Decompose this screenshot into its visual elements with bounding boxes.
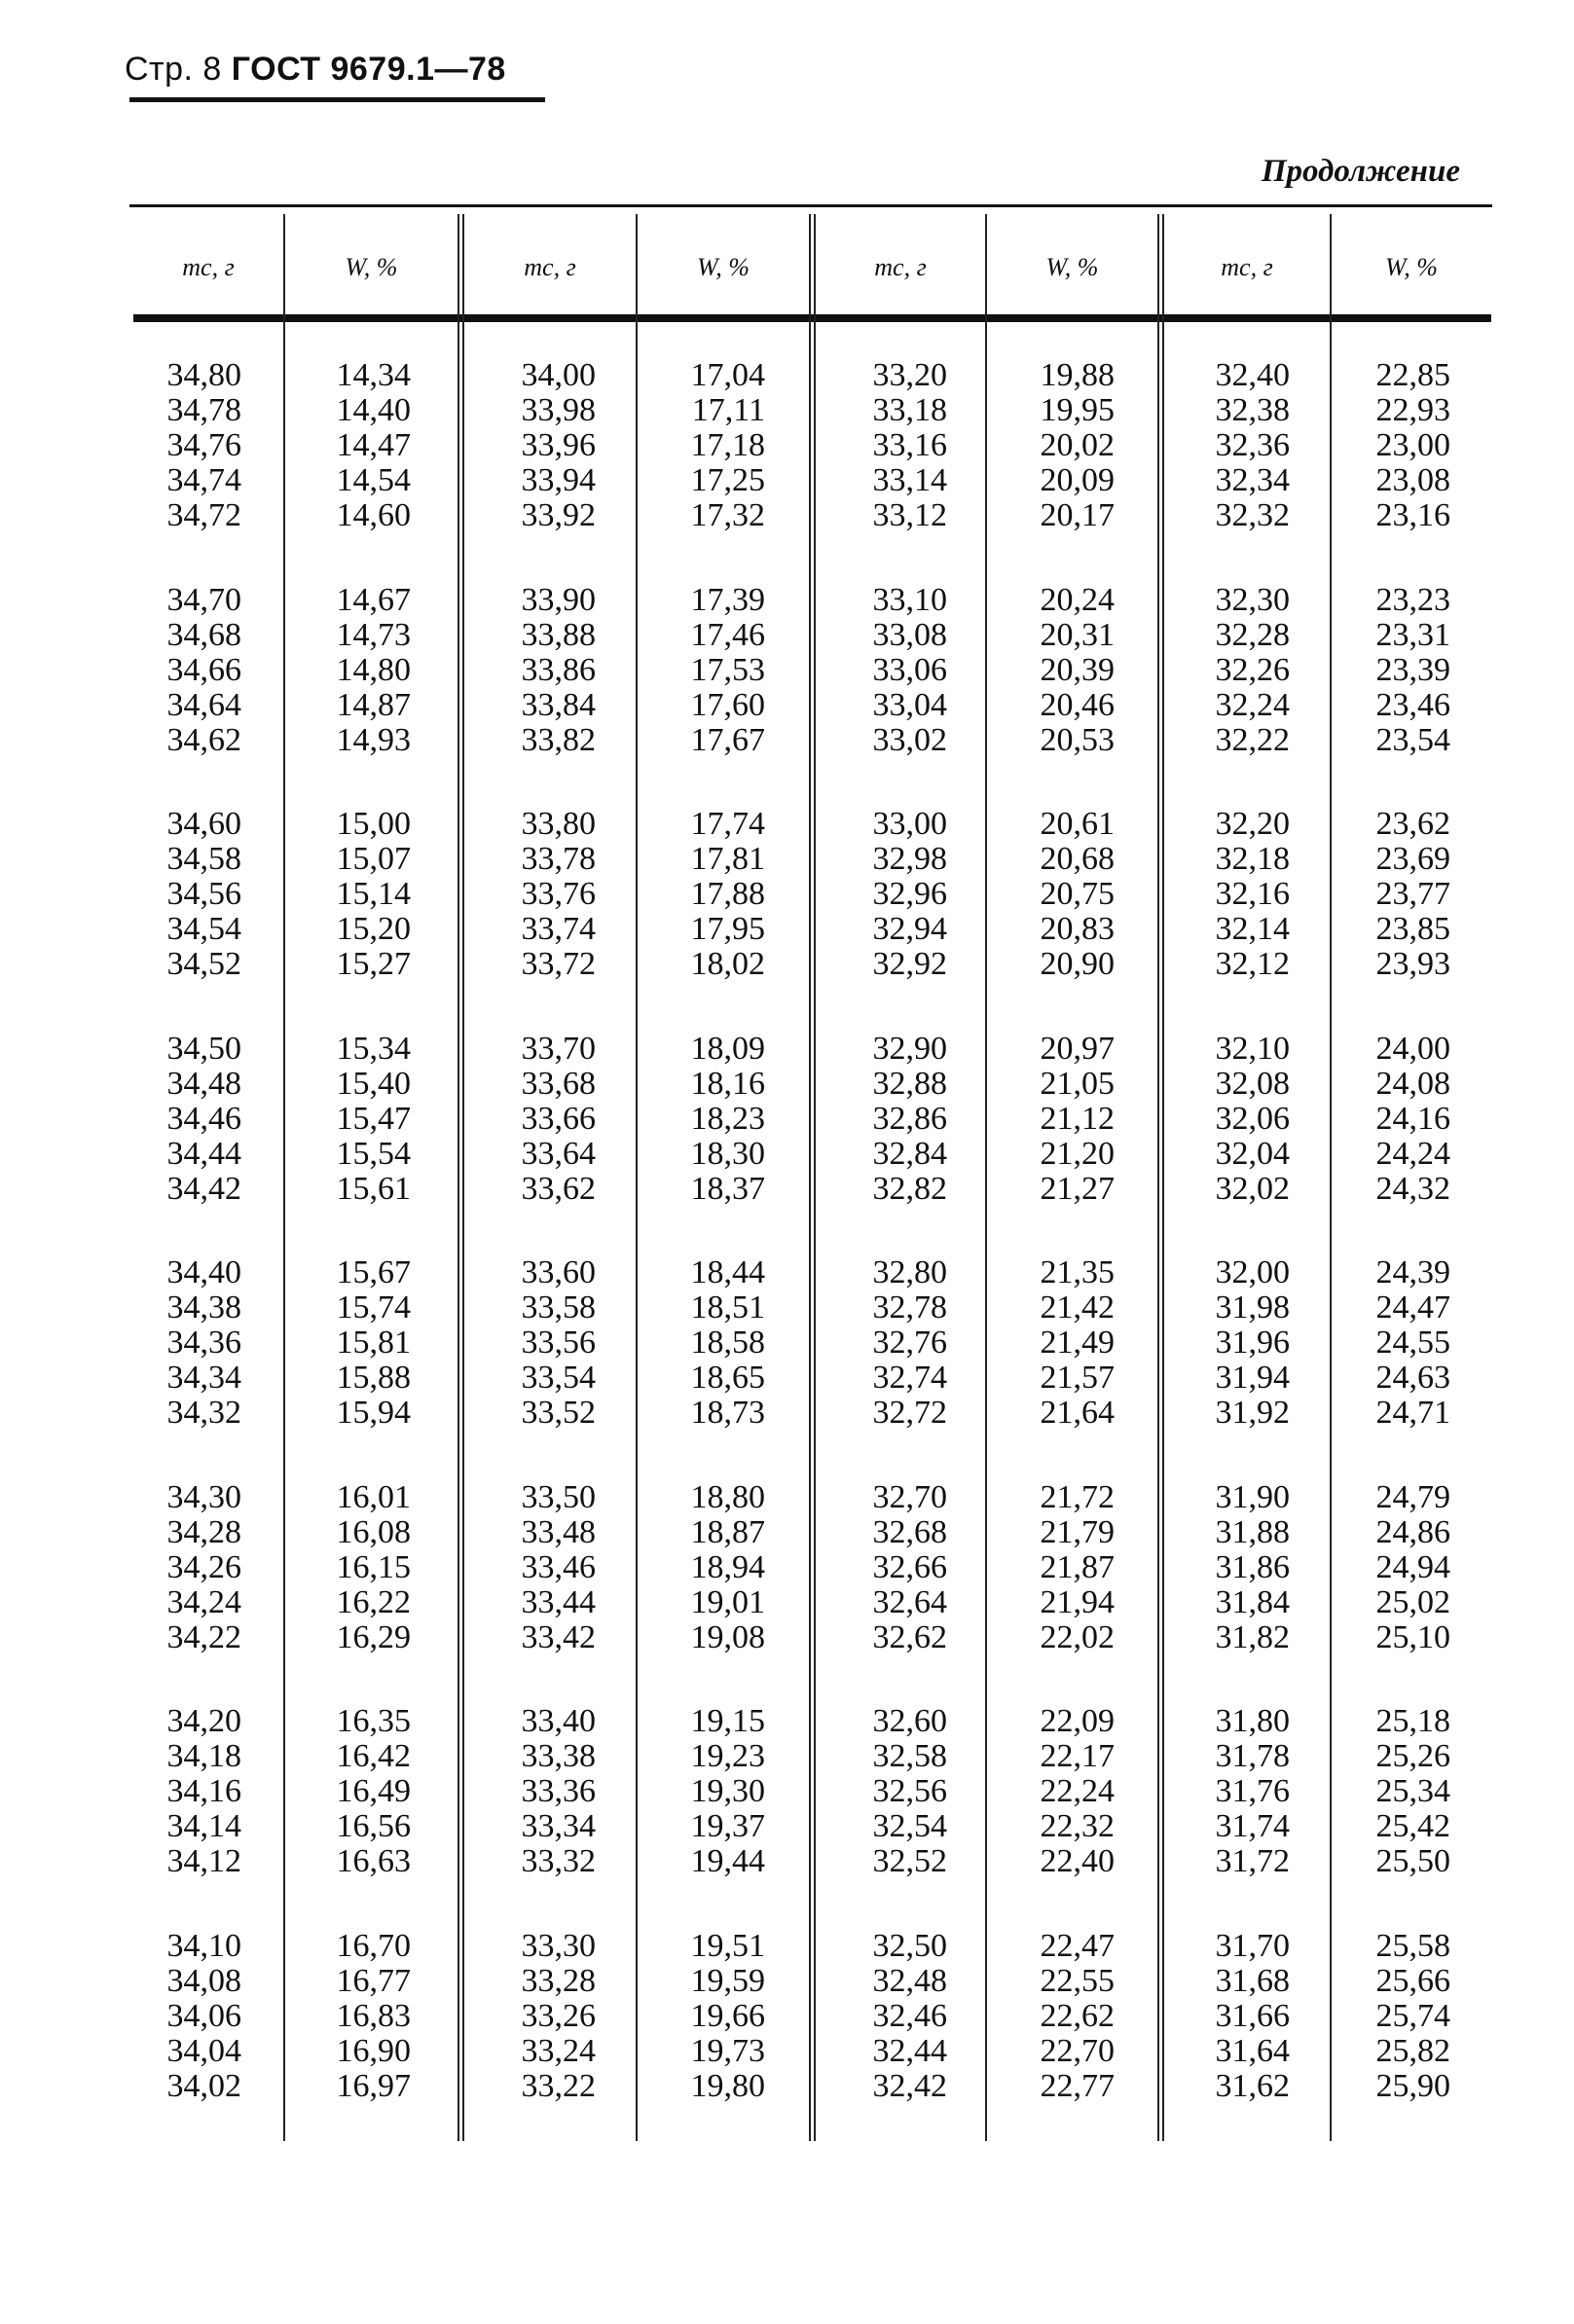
table-cell: 14,67 14,73 14,80 14,87 14,93	[336, 581, 411, 758]
table-cell: 32,60 32,58 32,56 32,54 32,52	[872, 1703, 947, 1879]
table-cell: 22,85 22,93 23,00 23,08 23,16	[1375, 357, 1450, 533]
table-cell: 34,50 34,48 34,46 34,44 34,42	[166, 1030, 241, 1207]
table-cell: 33,70 33,68 33,66 33,64 33,62	[521, 1030, 596, 1207]
table-cell: 33,60 33,58 33,56 33,54 33,52	[521, 1254, 596, 1431]
table-cell: 32,40 32,38 32,36 32,34 32,32	[1215, 357, 1290, 533]
table-cell: 20,24 20,31 20,39 20,46 20,53	[1040, 581, 1115, 758]
table-cell: 17,74 17,81 17,88 17,95 18,02	[690, 806, 765, 982]
table-cell: 14,34 14,40 14,47 14,54 14,60	[336, 357, 411, 533]
table-cell: 33,10 33,08 33,06 33,04 33,02	[872, 581, 947, 758]
table-cell: 34,10 34,08 34,06 34,04 34,02	[166, 1927, 241, 2104]
table-cell: 33,90 33,88 33,86 33,84 33,82	[521, 581, 596, 758]
column-header-moisture: W, %	[345, 253, 398, 281]
table-cell: 16,70 16,77 16,83 16,90 16,97	[336, 1927, 411, 2104]
table-cell: 34,30 34,28 34,26 34,24 34,22	[166, 1478, 241, 1655]
table-cell: 33,20 33,18 33,16 33,14 33,12	[872, 357, 947, 533]
header-underline	[129, 97, 545, 102]
table-cell: 24,39 24,47 24,55 24,63 24,71	[1375, 1254, 1450, 1431]
table-cell: 34,60 34,58 34,56 34,54 34,52	[166, 806, 241, 982]
table-cell: 21,35 21,42 21,49 21,57 21,64	[1040, 1254, 1115, 1431]
table-cell: 33,00 32,98 32,96 32,94 32,92	[872, 806, 947, 982]
table-cell: 20,97 21,05 21,12 21,20 21,27	[1040, 1030, 1115, 1207]
table-cell: 32,10 32,08 32,06 32,04 32,02	[1215, 1030, 1290, 1207]
table-cell: 20,61 20,68 20,75 20,83 20,90	[1040, 806, 1115, 982]
group-divider	[809, 214, 816, 2141]
table-top-rule	[129, 204, 1492, 207]
table-cell: 25,58 25,66 25,74 25,82 25,90	[1375, 1927, 1450, 2104]
table-cell: 33,40 33,38 33,36 33,34 33,32	[521, 1703, 596, 1879]
table-cell: 32,50 32,48 32,46 32,44 32,42	[872, 1927, 947, 2104]
table-cell: 24,79 24,86 24,94 25,02 25,10	[1375, 1478, 1450, 1655]
group-divider	[458, 214, 464, 2141]
table-cell: 32,20 32,18 32,16 32,14 32,12	[1215, 806, 1290, 982]
table-cell: 33,30 33,28 33,26 33,24 33,22	[521, 1927, 596, 2104]
table-cell: 25,18 25,26 25,34 25,42 25,50	[1375, 1703, 1450, 1879]
table-cell: 17,39 17,46 17,53 17,60 17,67	[690, 581, 765, 758]
group-divider	[1157, 214, 1164, 2141]
table-cell: 15,67 15,74 15,81 15,88 15,94	[336, 1254, 411, 1431]
table-cell: 33,80 33,78 33,76 33,74 33,72	[521, 806, 596, 982]
table-cell: 32,00 31,98 31,96 31,94 31,92	[1215, 1254, 1290, 1431]
table-cell: 22,47 22,55 22,62 22,70 22,77	[1040, 1927, 1115, 2104]
column-header-mass: mс, г	[182, 253, 235, 281]
table-cell: 21,72 21,79 21,87 21,94 22,02	[1040, 1478, 1115, 1655]
table-cell: 19,51 19,59 19,66 19,73 19,80	[690, 1927, 765, 2104]
table-cell: 32,90 32,88 32,86 32,84 32,82	[872, 1030, 947, 1207]
table-cell: 18,09 18,16 18,23 18,30 18,37	[690, 1030, 765, 1207]
table-cell: 22,09 22,17 22,24 22,32 22,40	[1040, 1703, 1115, 1879]
column-header-moisture: W, %	[697, 253, 750, 281]
table-cell: 18,80 18,87 18,94 19,01 19,08	[690, 1478, 765, 1655]
table-cell: 16,35 16,42 16,49 16,56 16,63	[336, 1703, 411, 1879]
column-divider	[636, 214, 638, 2141]
table-cell: 32,80 32,78 32,76 32,74 32,72	[872, 1254, 947, 1431]
column-header-mass: mс, г	[874, 253, 927, 281]
table-cell: 34,20 34,18 34,16 34,14 34,12	[166, 1703, 241, 1879]
table-cell: 24,00 24,08 24,16 24,24 24,32	[1375, 1030, 1450, 1207]
table-cell: 23,23 23,31 23,39 23,46 23,54	[1375, 581, 1450, 758]
table-cell: 16,01 16,08 16,15 16,22 16,29	[336, 1478, 411, 1655]
table-cell: 19,88 19,95 20,02 20,09 20,17	[1040, 357, 1115, 533]
table-cell: 31,90 31,88 31,86 31,84 31,82	[1215, 1478, 1290, 1655]
table-cell: 34,00 33,98 33,96 33,94 33,92	[521, 357, 596, 533]
column-divider	[1330, 214, 1332, 2141]
column-header-mass: mс, г	[1221, 253, 1273, 281]
table-cell: 34,80 34,78 34,76 34,74 34,72	[166, 357, 241, 533]
table-cell: 33,50 33,48 33,46 33,44 33,42	[521, 1478, 596, 1655]
page-number: Стр. 8	[125, 51, 222, 88]
table-cell: 31,80 31,78 31,76 31,74 31,72	[1215, 1703, 1290, 1879]
column-divider	[283, 214, 285, 2141]
table-cell: 17,04 17,11 17,18 17,25 17,32	[690, 357, 765, 533]
table-cell: 32,70 32,68 32,66 32,64 32,62	[872, 1478, 947, 1655]
column-header-mass: mс, г	[524, 253, 576, 281]
continuation-label: Продолжение	[1261, 154, 1460, 189]
table-cell: 19,15 19,23 19,30 19,37 19,44	[690, 1703, 765, 1879]
table-cell: 32,30 32,28 32,26 32,24 32,22	[1215, 581, 1290, 758]
table-cell: 15,34 15,40 15,47 15,54 15,61	[336, 1030, 411, 1207]
standard-designation: ГОСТ 9679.1—78	[231, 51, 506, 88]
page-header	[125, 49, 506, 90]
table-cell: 34,70 34,68 34,66 34,64 34,62	[166, 581, 241, 758]
table-cell: 18,44 18,51 18,58 18,65 18,73	[690, 1254, 765, 1431]
table-cell: 34,40 34,38 34,36 34,34 34,32	[166, 1254, 241, 1431]
column-header-moisture: W, %	[1045, 253, 1099, 281]
table-cell: 23,62 23,69 23,77 23,85 23,93	[1375, 806, 1450, 982]
table-cell: 15,00 15,07 15,14 15,20 15,27	[336, 806, 411, 982]
column-header-moisture: W, %	[1385, 253, 1438, 281]
table-cell: 31,70 31,68 31,66 31,64 31,62	[1215, 1927, 1290, 2104]
column-divider	[985, 214, 987, 2141]
